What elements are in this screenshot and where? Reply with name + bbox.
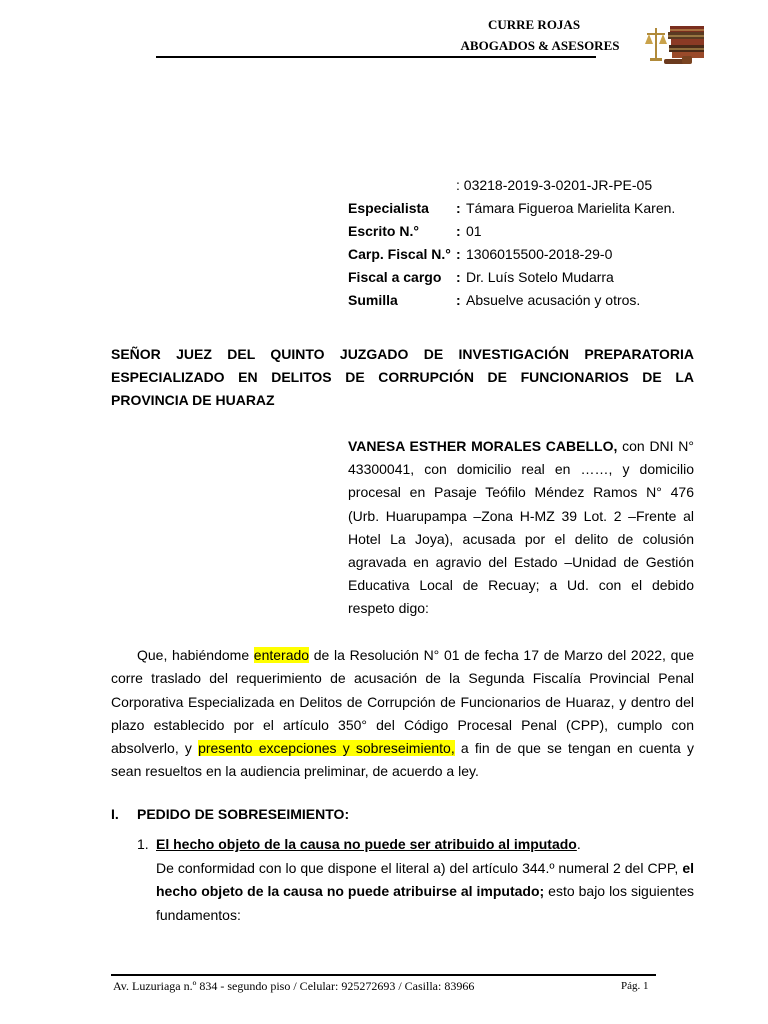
case-info-colon: : (456, 200, 461, 216)
law-books-gavel-scales-icon (644, 22, 708, 66)
firm-subtitle: ABOGADOS & ASESORES (460, 38, 620, 53)
footer-rule (111, 974, 656, 976)
case-info-label: Sumilla (348, 292, 398, 308)
item-title: El hecho objeto de la causa no puede ser atribuido al imputado (156, 836, 577, 852)
party-details: con DNI N° 43300041, con domicilio real en ……, y domicilio procesal en Pasaje Teófilo Méndez Ramos N° 476 (Urb. Huarupampa –Zona H-MZ 39 Lot. 2 –Frente al Hotel La Joya), acusada por el delito de colusión agravada en agravio del Estado –Unidad de Gestión Educativa Local de Recuay; a Ud. con el debido respeto digo: (348, 438, 695, 617)
page-number: Pág. 1 (621, 980, 649, 992)
party-name: VANESA ESTHER MORALES CABELLO, (348, 438, 618, 454)
case-info-label: Especialista (348, 200, 429, 216)
addressee-line: ESPECIALIZADO EN DELITOS DE CORRUPCIÓN DE FUNCIONARIOS DE LA (111, 369, 694, 385)
case-info-colon: : (456, 246, 461, 262)
case-info-colon: : (456, 269, 461, 285)
addressee-line: SEÑOR JUEZ DEL QUINTO JUZGADO DE INVESTIGACIÓN PREPARATORIA (111, 346, 694, 362)
addressee-line: PROVINCIA DE HUARAZ (111, 392, 275, 408)
highlighted-text: enterado (253, 647, 310, 663)
item-text: esto bajo los siguientes fundamentos: (156, 883, 694, 923)
case-info-value: 01 (466, 223, 482, 239)
item-text: De conformidad con lo que dispone el literal a) del artículo 344.º numeral 2 del CPP, (156, 860, 683, 876)
case-info-label: Fiscal a cargo (348, 269, 442, 285)
case-info-value: Támara Figueroa Marielita Karen. (466, 200, 676, 216)
header-rule (156, 56, 596, 58)
expediente-value: : 03218-2019-3-0201-JR-PE-05 (456, 177, 653, 193)
body-paragraph (111, 644, 694, 784)
section-number: I. (111, 806, 119, 822)
item-paragraph (156, 857, 694, 927)
item-heading (156, 836, 581, 852)
party-paragraph (348, 435, 694, 621)
section-title: PEDIDO DE SOBRESEIMIENTO: (137, 806, 350, 822)
case-info-value: Dr. Luís Sotelo Mudarra (466, 269, 614, 285)
case-info-value: Absuelve acusación y otros. (466, 292, 641, 308)
item-title-period: . (576, 836, 581, 852)
item-text-bold: el hecho objeto de la causa no puede atribuirse al imputado; (156, 860, 694, 900)
item-number: 1. (137, 836, 149, 852)
case-info-colon: : (456, 292, 461, 308)
body-text: Que, habiéndome (137, 647, 254, 663)
body-text: de la Resolución N° 01 de fecha 17 de Marzo del 2022, que corre traslado del requerimiento de acusación de la Segunda Fiscalía Provincial Penal Corporativa Especializada en Delitos de Corrupción de Funcionarios de Huaraz, y dentro del plazo establecido por el artículo 350° del Código Procesal Penal (CPP), cumplo con absolverlo, y (111, 647, 694, 757)
case-info-value: 1306015500-2018-29-0 (466, 246, 613, 262)
case-info-label: Carp. Fiscal N.° (348, 246, 451, 262)
firm-name: CURRE ROJAS (487, 17, 581, 32)
case-info-colon: : (456, 223, 461, 239)
addressee-heading (111, 343, 694, 412)
case-info-label: Escrito N.° (348, 223, 419, 239)
highlighted-text: presento excepciones y sobreseimiento, (198, 740, 455, 757)
footer-address: Av. Luzuriaga n.º 834 - segundo piso / Celular: 925272693 / Casilla: 83966 (113, 979, 475, 993)
body-text: a fin de que se tengan en cuenta y sean resueltos en la audiencia preliminar, de acuerdo a ley. (111, 740, 694, 780)
